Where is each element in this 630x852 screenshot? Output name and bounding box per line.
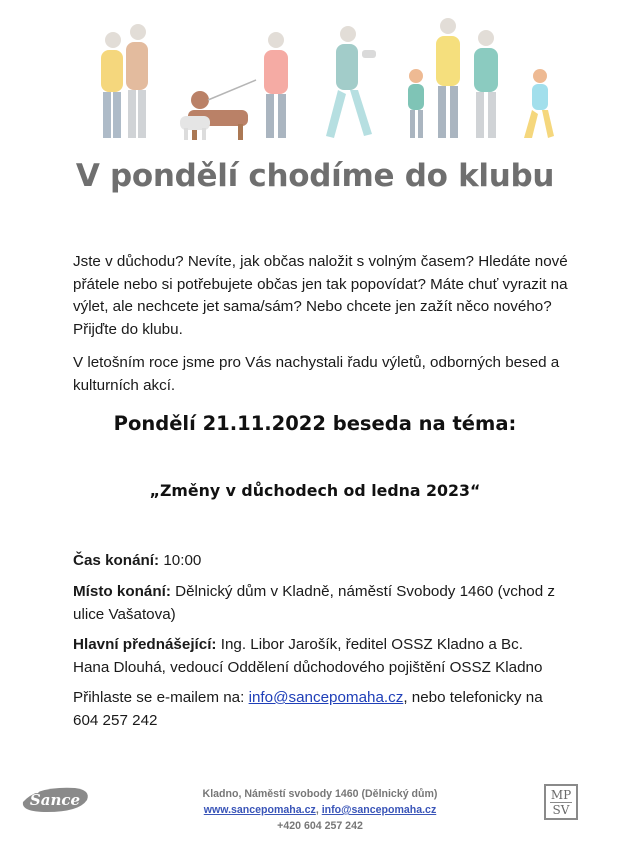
woman-figure-icon <box>264 32 288 138</box>
place-value: Dělnický dům v Kladně, náměstí Svobody 1460 (vchod z ulice Vašatova) <box>73 583 555 623</box>
man-walking-figure-icon <box>326 26 376 138</box>
dog-icon <box>180 80 256 140</box>
place-detail <box>73 581 563 626</box>
footer-phone: +420 604 257 242 <box>277 820 363 832</box>
mpsv-logo <box>544 784 578 820</box>
time-detail <box>73 550 563 573</box>
footer-links <box>150 802 490 818</box>
intro-paragraph-2: V letošním roce jsme pro Vás nachystali řadu výletů, odborných besed a kulturních akcí. <box>73 354 560 394</box>
logo-text: Šance <box>29 791 81 809</box>
event-topic: „Změny v důchodech od ledna 2023“ <box>149 481 481 500</box>
signup-email-link[interactable]: info@sancepomaha.cz <box>248 689 404 706</box>
page-title: V pondělí chodíme do klubu <box>75 158 555 194</box>
time-label: Čas konání: <box>73 552 160 569</box>
mpsv-top: MP <box>550 788 572 802</box>
place-label: Místo konání: <box>73 583 171 600</box>
mpsv-bottom: SV <box>552 803 570 817</box>
signup-prefix: Přihlaste se e-mailem na: <box>73 689 245 706</box>
speaker-value: Ing. Libor Jarošík, ředitel OSSZ Kladno a Bc. Hana Dlouhá, vedoucí Oddělení důchodového pojištění OSSZ Kladno <box>73 636 543 676</box>
signup-detail <box>73 687 563 732</box>
sance-logo <box>17 780 93 816</box>
footer-email-link[interactable]: info@sancepomaha.cz <box>321 804 437 816</box>
event-heading: Pondělí 21.11.2022 beseda na téma: <box>113 412 517 435</box>
footer-address: Kladno, Náměstí svobody 1460 (Dělnický dům) <box>202 788 438 800</box>
speaker-detail <box>73 634 563 679</box>
intro-paragraph: Jste v důchodu? Nevíte, jak občas naložit s volným časem? Hledáte nové přátele nebo si potřebujete občas jen tak popovídat? Máte chuť vyrazit na výlet, ale nechcete jet sama/sám? Nebo chcete jen zažít něco nového? Přijďte do klubu. <box>73 253 568 338</box>
seniors-walking-illustration <box>80 18 560 144</box>
footer-website-link[interactable]: www.sancepomaha.cz <box>203 804 316 816</box>
time-value: 10:00 <box>163 552 202 569</box>
footer-separator: , <box>315 804 319 816</box>
family-figure-icon <box>408 18 554 138</box>
footer-contact <box>150 786 490 834</box>
signup-suffix: , nebo telefonicky na 604 257 242 <box>73 689 543 729</box>
speaker-label: Hlavní přednášející: <box>73 636 217 653</box>
couple-figure-icon <box>101 24 148 138</box>
